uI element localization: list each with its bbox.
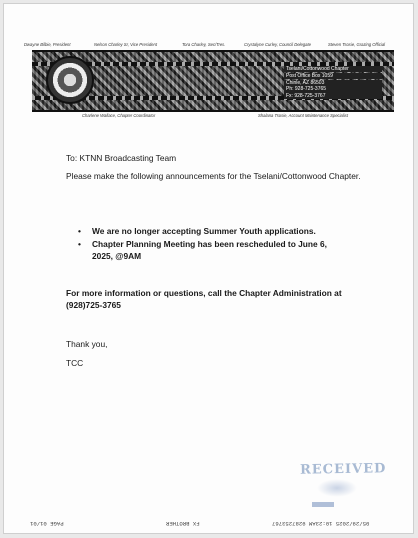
stamp-date-smudge <box>317 479 357 497</box>
announcement-item: • Chapter Planning Meeting has been rescheduled to June 6, 2025, @9AM <box>78 238 347 262</box>
memo-intro: Please make the following announcements for the Tselani/Cottonwood Chapter. <box>66 171 361 181</box>
official-account-specialist: Shalana Tsosie, Account Maintenance Specialist <box>258 113 349 118</box>
contact-line: Post Office Box 1059 <box>284 73 382 79</box>
fax-device: FX BROTHER <box>166 520 200 527</box>
contact-line: Chinle, AZ 86503 <box>284 80 382 86</box>
official-vice-president: Nelson Charley Sr, Vice President <box>94 42 157 47</box>
signature: TCC <box>66 358 84 368</box>
fax-header: 05/29/2025 10:23AM 9287253767 <box>272 520 370 527</box>
contact-line: Tselani/Cottonwood Chapter <box>284 66 382 72</box>
contact-info: For more information or questions, call the Chapter Administration at (928)725-3765 <box>66 288 342 310</box>
official-grazing: Steven Tsosie, Grazing Official <box>328 42 386 47</box>
memo-recipient: To: KTNN Broadcasting Team <box>66 153 177 163</box>
received-stamp: RECEIVED <box>299 461 387 478</box>
fax-page-count: PAGE 01/01 <box>30 520 64 527</box>
announcement-item: • We are no longer accepting Summer Youth applications. <box>78 225 378 237</box>
contact-line: Ph: 928-725-3765 <box>284 86 382 92</box>
official-council-delegate: Crystalyne Curley, Council Delegate <box>244 42 311 47</box>
official-secretary-treasurer: Tora Charley, Sec/Tres. <box>182 42 226 47</box>
announcement-list <box>78 225 378 263</box>
chapter-seal-icon <box>46 56 94 104</box>
official-coordinator: Charlene Wallace, Chapter Coordinator <box>82 113 156 118</box>
contact-line: Fx: 928-725-3767 <box>284 93 382 99</box>
letterhead-banner <box>32 50 394 112</box>
document-page <box>3 3 414 534</box>
chapter-contact-block <box>284 66 382 100</box>
official-president: Dwayne Bilbie, President <box>24 42 71 47</box>
closing: Thank you, <box>66 339 108 349</box>
stamp-mark <box>312 502 334 507</box>
